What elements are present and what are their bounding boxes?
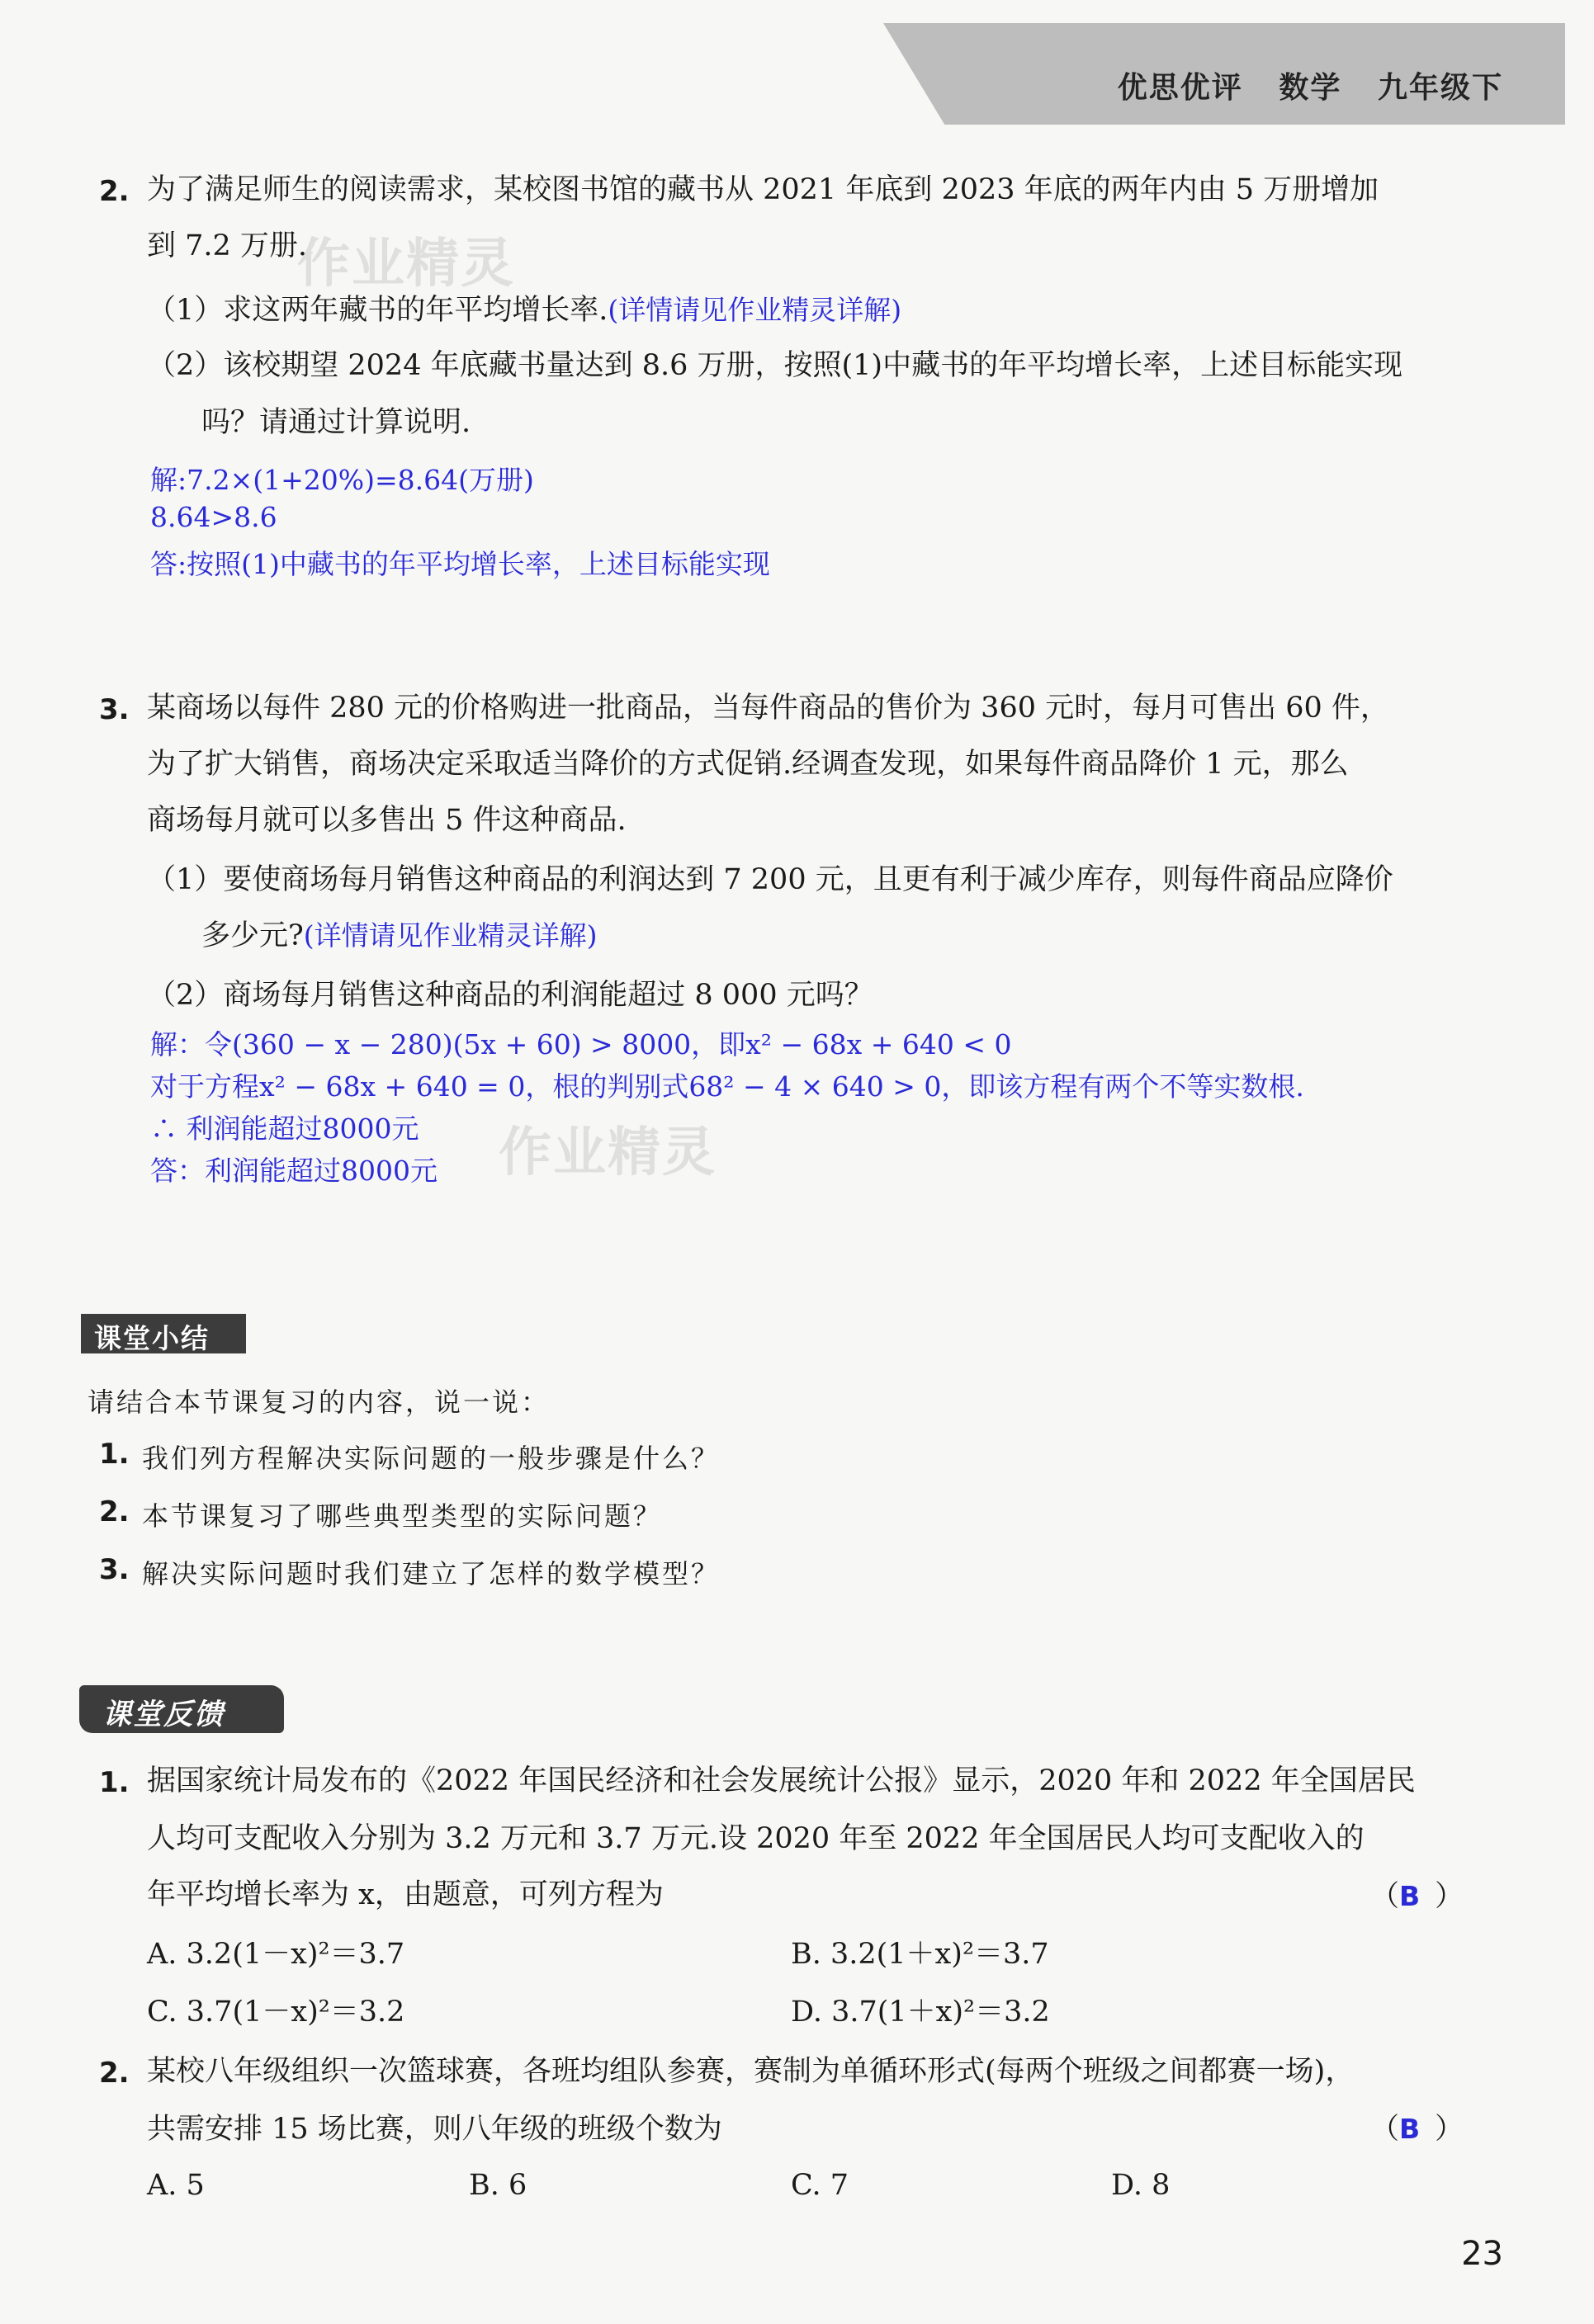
summary-item-1-num: 1.	[99, 1438, 130, 1471]
q2-line2: 到 7.2 万册.	[147, 229, 308, 262]
page-number: 23	[1461, 2235, 1503, 2273]
q3-answer-line4: 答：利润能超过8000元	[150, 1155, 438, 1187]
summary-item-1: 我们列方程解决实际问题的一般步骤是什么？	[142, 1443, 721, 1474]
q2-number: 2.	[99, 175, 130, 208]
q2-answer-line1: 解:7.2×(1+20%)=8.64(万册)	[150, 464, 534, 496]
summary-item-2: 本节课复习了哪些典型类型的实际问题？	[142, 1500, 663, 1532]
fb-q1-option-a: A. 3.2(1－x)²＝3.7	[147, 1938, 405, 1971]
fb-q1-line3: 年平均增长率为 x，由题意，可列方程为	[147, 1878, 664, 1911]
paren-close: ）	[1435, 2113, 1464, 2146]
watermark-2: 作业精灵	[499, 1122, 717, 1183]
paren-close: ）	[1435, 1880, 1464, 1913]
summary-item-3: 解决实际问题时我们建立了怎样的数学模型？	[142, 1558, 721, 1589]
q3-line3: 商场每月就可以多售出 5 件这种商品.	[147, 804, 627, 837]
fb-q1-answer-slot	[1370, 1880, 1464, 1913]
q3-line1: 某商场以每件 280 元的价格购进一批商品，当每件商品的售价为 360 元时，每月可售出 60 件，	[147, 692, 1389, 725]
q2-answer-line2: 8.64>8.6	[150, 501, 277, 533]
q3-sub1-line1: （1）要使商场每月销售这种商品的利润达到 7 200 元，且更有利于减少库存，则每件商品应降价	[147, 863, 1393, 896]
fb-q2-answer-slot	[1370, 2113, 1464, 2146]
fb-q2-option-c: C. 7	[791, 2169, 849, 2202]
q3-answer-line2: 对于方程x² − 68x + 640 = 0，根的判别式68² − 4 × 640 > 0，即该方程有两个不等实数根.	[150, 1070, 1304, 1103]
q2-sub2-line2: 吗？请通过计算说明.	[201, 406, 471, 439]
q2-sub1	[147, 294, 901, 327]
watermark: 作业精灵	[297, 234, 515, 295]
q3-answer-line1: 解：令(360 − x − 280)(5x + 60) > 8000，即x² − 68x + 640 < 0	[150, 1028, 1012, 1060]
q3-sub1-note[interactable]: (详情请见作业精灵详解)	[303, 919, 598, 952]
q2-sub2-line1: （2）该校期望 2024 年底藏书量达到 8.6 万册，按照(1)中藏书的年平均增长率，上述目标能实现	[147, 349, 1403, 382]
fb-q1-line1: 据国家统计局发布的《2022 年国民经济和社会发展统计公报》显示，2020 年和 2022 年全国居民	[147, 1764, 1416, 1797]
q3-sub2: （2）商场每月销售这种商品的利润能超过 8 000 元吗？	[147, 979, 873, 1012]
paren-open: （	[1370, 2113, 1400, 2146]
paren-open: （	[1370, 1880, 1400, 1913]
fb-q2-number: 2.	[99, 2057, 130, 2090]
summary-intro: 请结合本节课复习的内容，说一说：	[88, 1386, 551, 1418]
fb-q2-option-b: B. 6	[469, 2169, 527, 2202]
feedback-tag	[79, 1685, 284, 1733]
q3-answer-line3: ∴ 利润能超过8000元	[150, 1112, 419, 1145]
fb-q1-option-c: C. 3.7(1－x)²＝3.2	[147, 1996, 405, 2029]
q2-answer-line3: 答:按照(1)中藏书的年平均增长率，上述目标能实现	[150, 548, 770, 580]
q2-line1: 为了满足师生的阅读需求，某校图书馆的藏书从 2021 年底到 2023 年底的两年内由 5 万册增加	[147, 173, 1379, 206]
fb-q1-option-b: B. 3.2(1＋x)²＝3.7	[791, 1938, 1049, 1971]
fb-q1-answer: B	[1399, 1880, 1421, 1912]
q3-sub1-line2	[201, 919, 598, 952]
q3-number: 3.	[99, 693, 130, 726]
fb-q2-line2: 共需安排 15 场比赛，则八年级的班级个数为	[147, 2113, 722, 2146]
fb-q2-option-d: D. 8	[1111, 2169, 1171, 2202]
q2-sub1-text: （1）求这两年藏书的年平均增长率.	[147, 294, 608, 327]
summary-tag	[81, 1314, 246, 1353]
fb-q1-line2: 人均可支配收入分别为 3.2 万元和 3.7 万元.设 2020 年至 2022 年全国居民人均可支配收入的	[147, 1822, 1365, 1855]
fb-q2-option-a: A. 5	[147, 2169, 205, 2202]
q2-sub1-note[interactable]: (详情请见作业精灵详解)	[608, 294, 902, 326]
q3-line2: 为了扩大销售，商场决定采取适当降价的方式促销.经调查发现，如果每件商品降价 1 元，那么	[147, 748, 1349, 781]
fb-q1-number: 1.	[99, 1766, 130, 1799]
fb-q1-option-d: D. 3.7(1＋x)²＝3.2	[791, 1996, 1050, 2029]
summary-tag-label: 课堂小结	[94, 1322, 210, 1354]
feedback-tag-label: 课堂反馈	[102, 1698, 225, 1731]
header-title: 优思优评 数学 九年级下	[1117, 71, 1503, 105]
q3-sub1-text: 多少元?	[201, 919, 304, 952]
summary-item-3-num: 3.	[99, 1553, 130, 1586]
fb-q2-answer: B	[1399, 2113, 1421, 2145]
fb-q2-line1: 某校八年级组织一次篮球赛，各班均组队参赛，赛制为单循环形式(每两个班级之间都赛一场)，	[147, 2055, 1355, 2088]
summary-item-2-num: 2.	[99, 1495, 130, 1528]
